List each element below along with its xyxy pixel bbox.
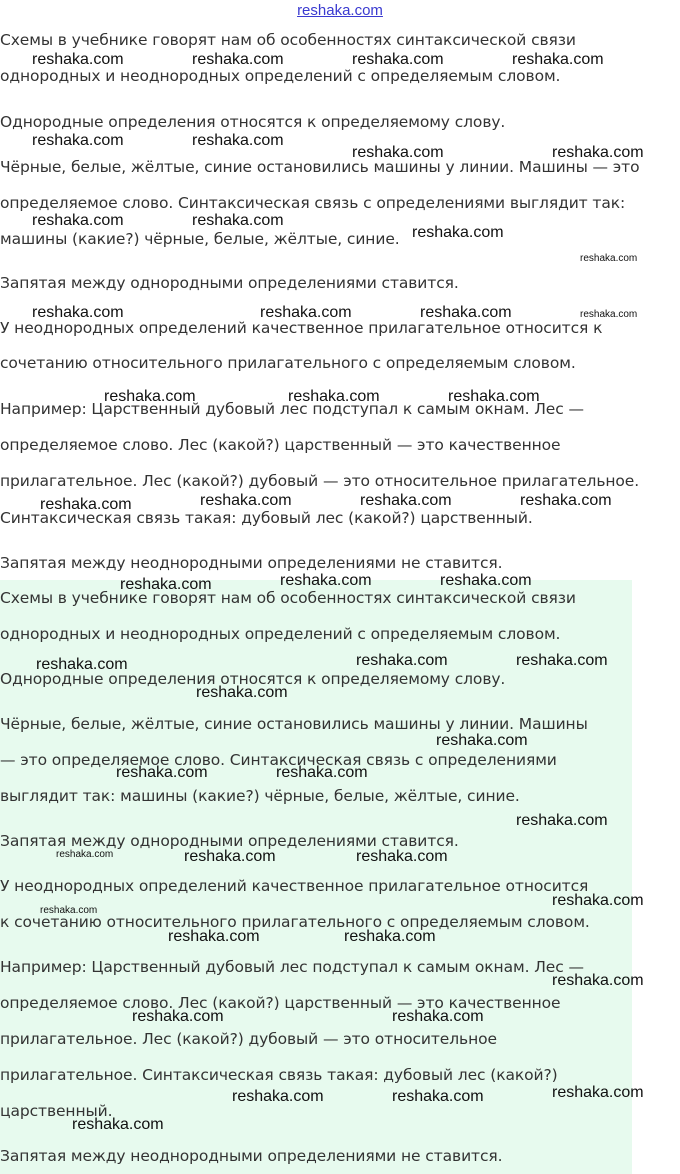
text-line: Запятая между неоднородными определениями не ставится.: [0, 1147, 503, 1165]
watermark: reshaka.com: [120, 576, 212, 593]
watermark: reshaka.com: [36, 656, 128, 673]
watermark: reshaka.com: [552, 144, 644, 161]
watermark: reshaka.com: [356, 652, 448, 669]
text-line: царственный.: [0, 1102, 113, 1120]
watermark: reshaka.com: [360, 492, 452, 509]
text-line: прилагательное. Синтаксическая связь такая: дубовый лес (какой?): [0, 1066, 558, 1084]
watermark: reshaka.com: [168, 928, 260, 945]
text-line: определяемое слово. Лес (какой?) царственный — это качественное: [0, 436, 561, 454]
site-link[interactable]: reshaka.com: [297, 2, 383, 19]
watermark: reshaka.com: [352, 144, 444, 161]
text-line: определяемое слово. Синтаксическая связь с определениями выглядит так:: [0, 194, 626, 212]
watermark: reshaka.com: [420, 304, 512, 321]
text-line: Синтаксическая связь такая: дубовый лес (какой?) царственный.: [0, 509, 533, 527]
watermark: reshaka.com: [552, 972, 644, 989]
watermark: reshaka.com: [196, 684, 288, 701]
text-line: Однородные определения относятся к определяемому слову.: [0, 113, 506, 131]
text-line: однородных и неоднородных определений с определяемым словом.: [0, 67, 561, 85]
watermark: reshaka.com: [40, 496, 132, 513]
watermark: reshaka.com: [192, 51, 284, 68]
text-line: прилагательное. Лес (какой?) дубовый — это относительное: [0, 1030, 497, 1048]
text-line: У неоднородных определений качественное прилагательное относится: [0, 877, 589, 895]
watermark: reshaka.com: [184, 848, 276, 865]
text-line: У неоднородных определений качественное прилагательное относится к: [0, 319, 603, 337]
text-line: сочетанию относительного прилагательного с определяемым словом.: [0, 354, 576, 372]
watermark: reshaka.com: [104, 388, 196, 405]
watermark: reshaka.com: [552, 1084, 644, 1101]
watermark: reshaka.com: [440, 572, 532, 589]
watermark: reshaka.com: [32, 132, 124, 149]
watermark: reshaka.com: [280, 572, 372, 589]
text-line: Однородные определения относятся к определяемому слову.: [0, 670, 506, 688]
watermark: reshaka.com: [192, 212, 284, 229]
text-line: Запятая между однородными определениями ставится.: [0, 832, 459, 850]
watermark: reshaka.com: [448, 388, 540, 405]
text-line: машины (какие?) чёрные, белые, жёлтые, синие.: [0, 230, 400, 248]
text-line: Запятая между однородными определениями ставится.: [0, 274, 459, 292]
text-line: Например: Царственный дубовый лес подступал к самым окнам. Лес —: [0, 958, 584, 976]
watermark: reshaka.com: [552, 892, 644, 909]
watermark: reshaka.com: [436, 732, 528, 749]
watermark: reshaka.com: [516, 652, 608, 669]
watermark: reshaka.com: [352, 51, 444, 68]
watermark: reshaka.com: [260, 304, 352, 321]
text-line: прилагательное. Лес (какой?) дубовый — это относительное прилагательное.: [0, 472, 640, 490]
text-line: — это определяемое слово. Синтаксическая связь с определениями: [0, 751, 557, 769]
text-line: Чёрные, белые, жёлтые, синие остановились машины у линии. Машины — это: [0, 158, 640, 176]
watermark: reshaka.com: [132, 1008, 224, 1025]
watermark: reshaka.com: [580, 253, 638, 264]
watermark: reshaka.com: [356, 848, 448, 865]
text-line: Запятая между неоднородными определениями не ставится.: [0, 554, 503, 572]
text-line: к сочетанию относительного прилагательного с определяемым словом.: [0, 913, 590, 931]
watermark: reshaka.com: [512, 51, 604, 68]
watermark: reshaka.com: [580, 309, 638, 320]
watermark: reshaka.com: [516, 812, 608, 829]
text-line: Чёрные, белые, жёлтые, синие остановились машины у линии. Машины: [0, 715, 588, 733]
watermark: reshaka.com: [200, 492, 292, 509]
text-line: Схемы в учебнике говорят нам об особенностях синтаксической связи: [0, 589, 576, 607]
watermark: reshaka.com: [392, 1088, 484, 1105]
watermark: reshaka.com: [232, 1088, 324, 1105]
watermark: reshaka.com: [56, 849, 114, 860]
watermark: reshaka.com: [40, 905, 98, 916]
watermark: reshaka.com: [344, 928, 436, 945]
watermark: reshaka.com: [288, 388, 380, 405]
watermark: reshaka.com: [520, 492, 612, 509]
watermark: reshaka.com: [392, 1008, 484, 1025]
watermark: reshaka.com: [72, 1116, 164, 1133]
watermark: reshaka.com: [32, 51, 124, 68]
watermark: reshaka.com: [276, 764, 368, 781]
text-line: однородных и неоднородных определений с определяемым словом.: [0, 625, 561, 643]
text-line: Например: Царственный дубовый лес подступал к самым окнам. Лес —: [0, 400, 584, 418]
watermark: reshaka.com: [32, 212, 124, 229]
text-line: выглядит так: машины (какие?) чёрные, белые, жёлтые, синие.: [0, 787, 520, 805]
watermark: reshaka.com: [192, 132, 284, 149]
text-line: определяемое слово. Лес (какой?) царственный — это качественное: [0, 994, 561, 1012]
watermark: reshaka.com: [32, 304, 124, 321]
watermark: reshaka.com: [116, 764, 208, 781]
text-line: Схемы в учебнике говорят нам об особенностях синтаксической связи: [0, 31, 576, 49]
watermark: reshaka.com: [412, 224, 504, 241]
